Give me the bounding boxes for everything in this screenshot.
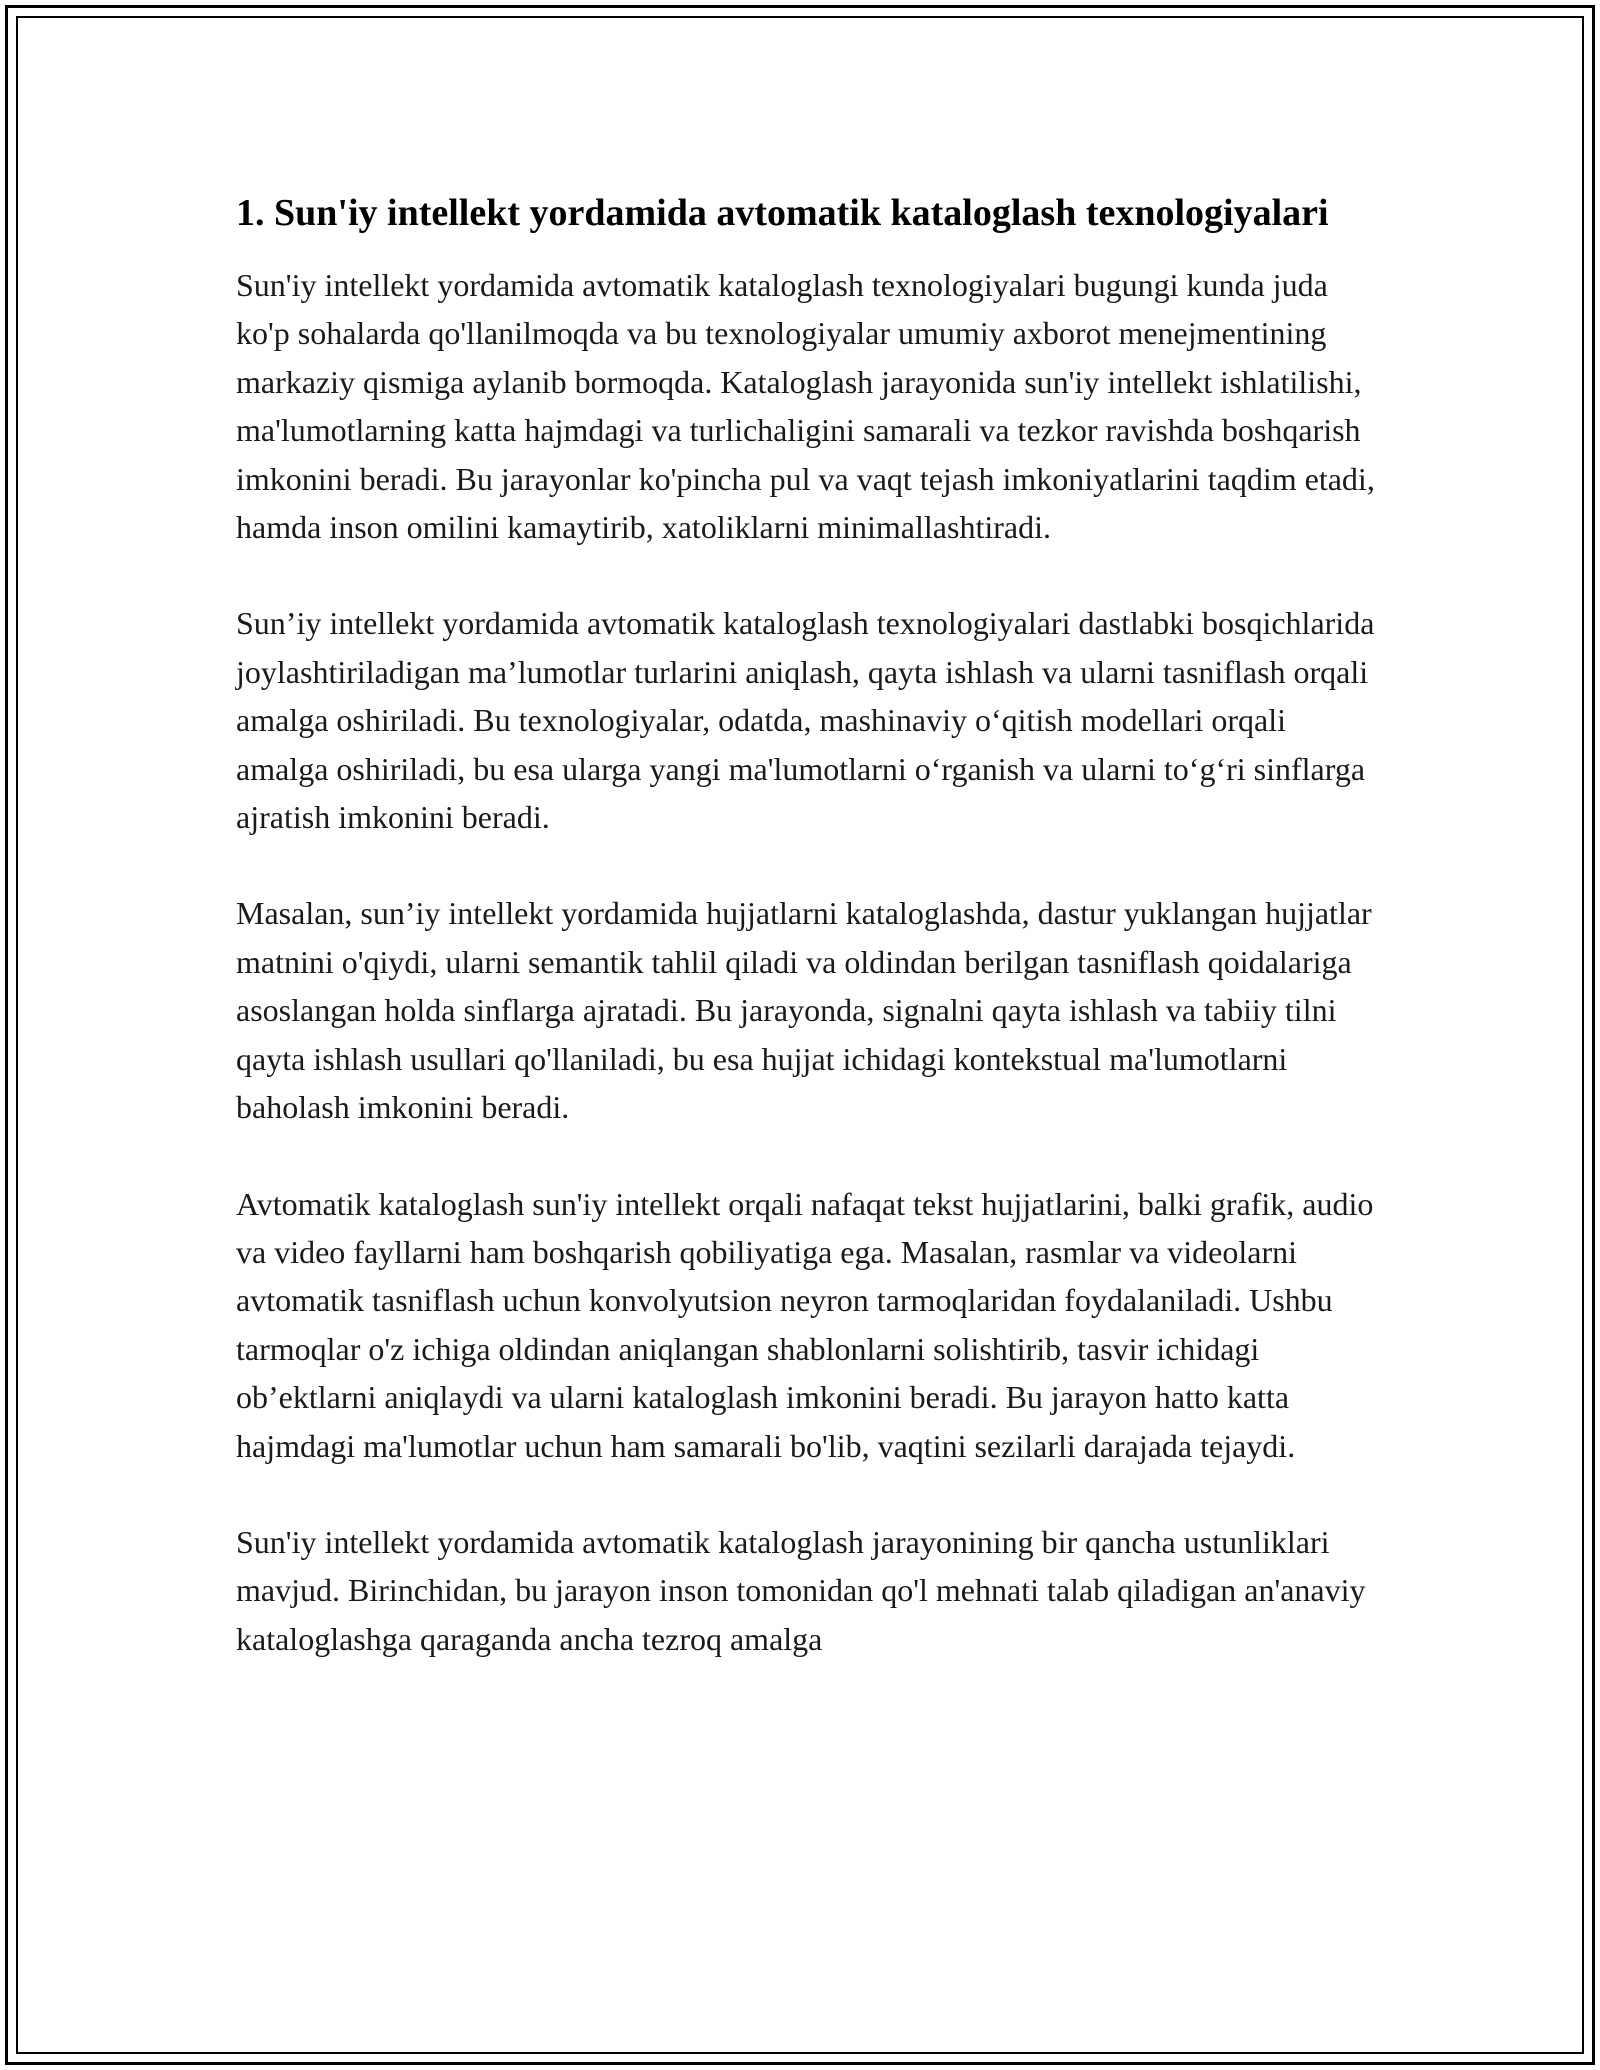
paragraph-3: Masalan, sun’iy intellekt yordamida hujjatlarni kataloglashda, dastur yuklangan hujjatlar matnini o'qiydi, ularni semantik tahlil qiladi va oldindan berilgan tasniflash qoidalariga asoslangan holda sinflarga ajratadi. Bu jarayonda, signalni qayta ishlash va tabiiy tilni qayta ishlash usullari qo'llaniladi, bu esa hujjat ichidagi kontekstual ma'lumotlarni baholash imkonini beradi.	[236, 895, 1372, 1126]
paragraph-5: Sun'iy intellekt yordamida avtomatik kataloglash jarayonining bir qancha ustunliklari mavjud. Birinchidan, bu jarayon inson tomonidan qo'l mehnati talab qiladigan an'anaviy kataloglashga qaraganda ancha tezroq amalga	[236, 1523, 1366, 1657]
section-heading: 1. Sun'iy intellekt yordamida avtomatik kataloglash texnologiyalari	[236, 192, 1329, 234]
paragraph-4: Avtomatik kataloglash sun'iy intellekt orqali nafaqat tekst hujjatlarini, balki grafik, audio va video fayllarni ham boshqarish qobiliyatiga ega. Masalan, rasmlar va videolarni avtomatik tasniflash uchun konvolyutsion neyron tarmoqlaridan foydalaniladi. Ushbu tarmoqlar o'z ichiga oldindan aniqlangan shablonlarni solishtirib, tasvir ichidagi ob’ektlarni aniqlaydi va ularni kataloglash imkonini beradi. Bu jarayon hatto katta hajmdagi ma'lumotlar uchun ham samarali bo'lib, vaqtini sezilarli darajada tejaydi.	[236, 1185, 1374, 1464]
paragraph-1: Sun'iy intellekt yordamida avtomatik kataloglash texnologiyalari bugungi kunda juda ko'p sohalarda qo'llanilmoqda va bu texnologiyalar umumiy axborot menejmentining markaziy qismiga aylanib bormoqda. Kataloglash jarayonida sun'iy intellekt ishlatilishi, ma'lumotlarning katta hajmdagi va turlichaligini samarali va tezkor ravishda boshqarish imkonini beradi. Bu jarayonlar ko'pincha pul va vaqt tejash imkoniyatlarini taqdim etadi, hamda inson omilini kamaytirib, xatoliklarni minimallashtiradi.	[236, 267, 1375, 546]
paragraph-2: Sun’iy intellekt yordamida avtomatik kataloglash texnologiyalari dastlabki bosqichlarida joylashtiriladigan ma’lumotlar turlarini aniqlash, qayta ishlash va ularni tasniflash orqali amalga oshiriladi. Bu texnologiyalar, odatda, mashinaviy o‘qitish modellari orqali amalga oshiriladi, bu esa ularga yangi ma'lumotlarni o‘rganish va ularni to‘g‘ri sinflarga ajratish imkonini beradi.	[236, 605, 1375, 836]
document-body	[236, 185, 1376, 1711]
